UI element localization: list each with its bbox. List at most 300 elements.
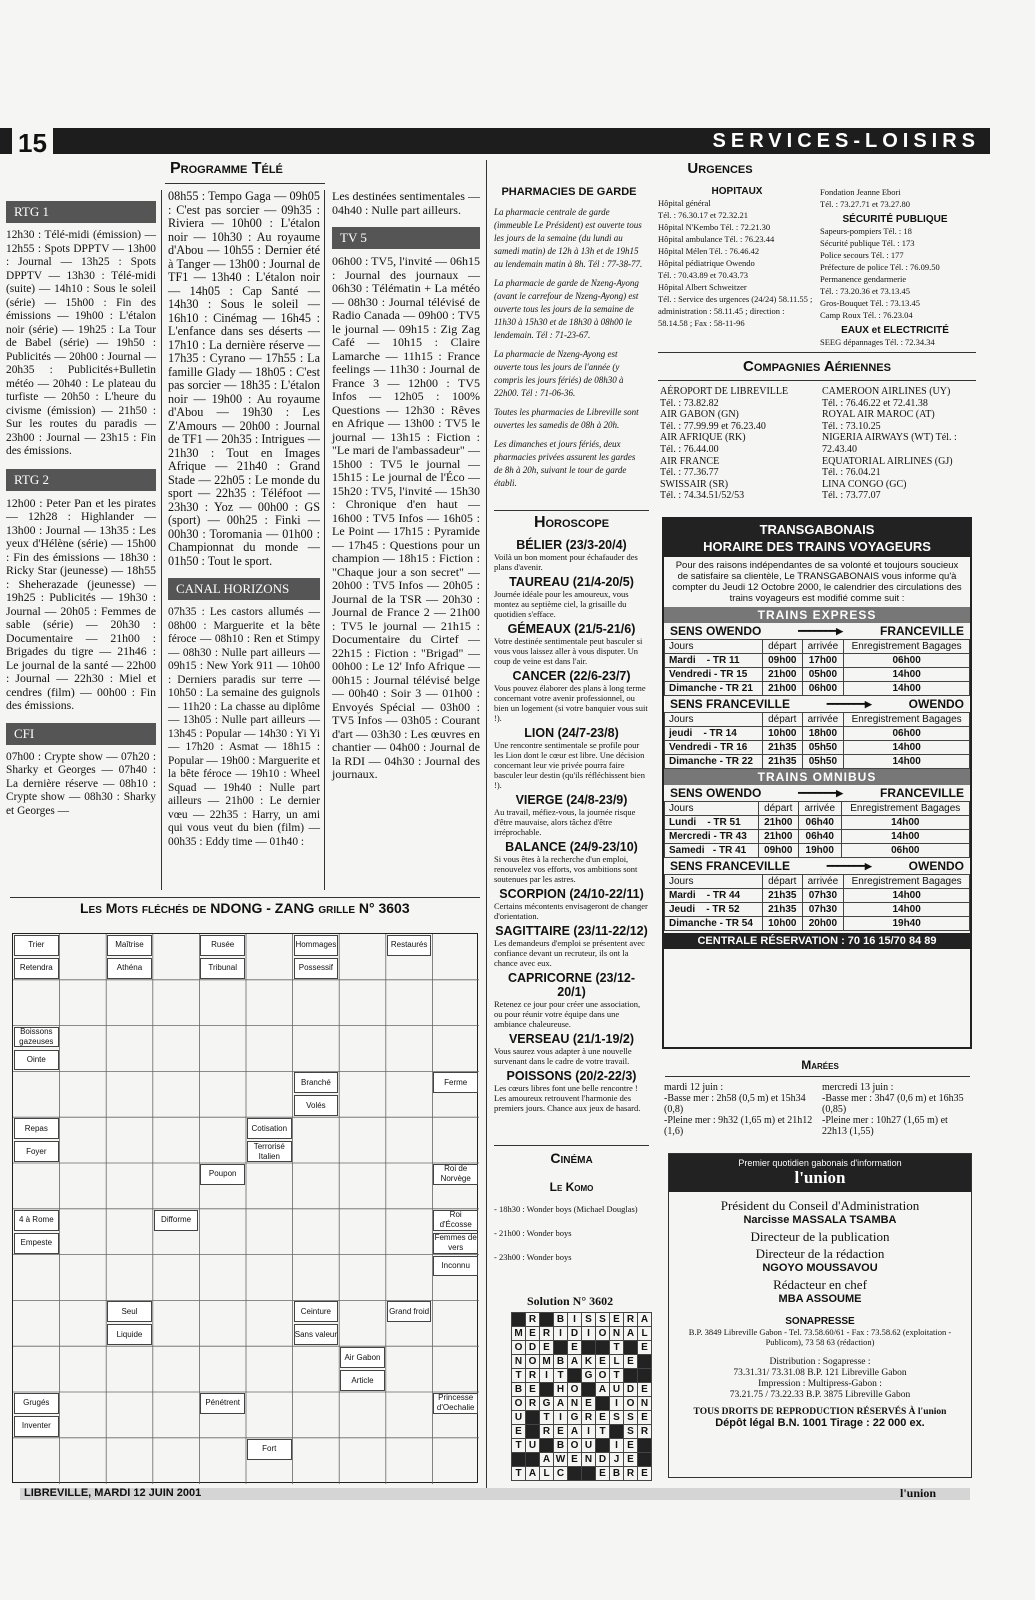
solution-black-cell: [540, 1313, 554, 1327]
solution-letter: D: [568, 1327, 582, 1341]
horoscope-sign: VIERGE (24/8-23/9): [515, 793, 628, 807]
tide-entry: -Basse mer : 3h47 (0,6 m) et 16h35 (0,85): [822, 1093, 964, 1115]
crossword-clue-cell: Ointe: [14, 1050, 59, 1071]
horoscope-text: Retenez ce jour pour créer une association, ou pour réunir votre équipe dans une ambiance chaleureuse.: [494, 999, 641, 1029]
crossword-clue-cell: Hommages: [294, 935, 339, 956]
arrow-right-icon: ━━━━━━━▶: [798, 787, 844, 798]
table-cell: Lundi - TR 51: [665, 816, 759, 830]
table-cell: Vendredi - TR 16: [665, 741, 763, 755]
solution-letter: U: [526, 1439, 540, 1453]
table-row: [665, 741, 970, 755]
crossword-clue-cell: Sans valeur: [294, 1324, 339, 1345]
table-header: Jours: [665, 713, 763, 727]
airline-entry: SWISSAIR (SR): [660, 478, 729, 490]
horoscope-text: Les demandeurs d'emploi se présentent avec confiance devant un recruteur, ils ont la chance avec eux.: [494, 938, 645, 968]
table-cell: 06h00: [802, 682, 844, 696]
solution-letter: R: [582, 1411, 596, 1425]
cinema-title: Cinéma: [550, 1150, 593, 1166]
solution-letter: T: [554, 1369, 568, 1383]
cinema-showing: - 21h00 : Wonder boys: [494, 1228, 572, 1238]
table-row: [665, 844, 970, 858]
solution-letter: H: [554, 1383, 568, 1397]
divider: [494, 1145, 649, 1146]
union-tagline: Premier quotidien gabonais d'information: [738, 1158, 902, 1168]
crossword-clue-cell: Maîtrise: [107, 935, 152, 956]
union-banner: [669, 1154, 971, 1192]
table-cell: 14h00: [841, 830, 969, 844]
fondation-entry: Fondation Jeanne Ebori: [820, 187, 901, 197]
securite-entry: Police secours Tél. : 177: [820, 250, 904, 260]
solution-black-cell: [568, 1467, 582, 1481]
table-cell: 06h00: [841, 844, 969, 858]
crossword-clue-cell: Liquide: [107, 1324, 152, 1345]
table-cell: 07h30: [802, 903, 844, 917]
solution-black-cell: [624, 1369, 638, 1383]
solution-letter: N: [582, 1453, 596, 1467]
horoscope-text: Les cœurs libres font une belle rencontre ! Les amoureux retrouvent l'harmonie des premiers jours. Chance aux jeux de hasard.: [494, 1083, 641, 1113]
train-direction: [664, 858, 970, 874]
solution-letter: D: [624, 1383, 638, 1397]
pharmacy-entry: Toutes les pharmacies de Libreville sont ouvertes les samedis de 08h à 20h.: [494, 407, 639, 430]
horoscope-sign: TAUREAU (21/4-20/5): [509, 575, 634, 589]
solution-letter: T: [512, 1369, 526, 1383]
solution-letter: A: [596, 1383, 610, 1397]
tv5-schedule: 06h00 : TV5, l'invité — 06h15 : Journal des journaux — 06h30 : Télématin + La météo — 08h30 : Journal télévisé de Radio Canada — 09h00 : TV5 le journal — 09h15 : Zig Zag Café — 10h15 : Claire Lamarche — 11h15 : France feelings — 11h30 : Journal de France 3 — 12h00 : TV5 Infos — 12h05 : 100% Questions — 12h30 : Rêves en Afrique — 13h00 : TV5 le journal — 13h15 : Fiction : "Le mari de l'ambassadeur" — 15h00 : TV5 le journal — 15h15 : Le journal de l'Éco — 15h20 : TV5, l'invité — 15h30 : Chronique d'en haut — 16h00 : TV5 Infos — 16h05 : Le Point — 17h15 : Pyramide — 17h45 : Questions pour un champion — 18h15 : Fiction : "Chaque jour a son secret" — 20h00 : TV5 Infos — 20h05 : Journal de la TSR — 20h30 : Journal de France 2 — 21h00 : TV5 le journal — 21h15 : Documentaire du Cirtef — 22h15 : Fiction : "Brigad" — 00h00 : Le 12' Info Afrique — 00h15 : Journal télévisé belge — 00h40 : Soir 3 — 01h00 : Envoyés Spécial — 03h00 : TV5 Infos — 03h05 : Courant d'art — 03h30 : Les œuvres en chantier — 04h00 : Journal de la RDI — 04h30 : Journal des journaux.: [332, 254, 480, 781]
train-section-label: TRAINS EXPRESS: [664, 607, 970, 623]
union-credit: 73.31.31/ 73.31.08 B.P. 121 Libreville Gabon: [733, 1368, 907, 1378]
solution-letter: A: [568, 1355, 582, 1369]
table-cell: Samedi - TR 41: [665, 844, 759, 858]
hopital-entry: Hôpital pédiatrique Owendo: [658, 258, 755, 268]
crossword-clue-cell: 4 à Rome: [14, 1210, 59, 1231]
solution-letter: J: [610, 1453, 624, 1467]
union-credit: NGOYO MOUSSAVOU: [762, 1262, 878, 1274]
airline-entry: Tél. : 73.10.25: [822, 420, 881, 432]
solution-letter: A: [554, 1397, 568, 1411]
divider: [665, 1076, 970, 1077]
arrow-right-icon: ━━━━━━━▶: [826, 860, 872, 871]
horoscope-sign: BALANCE (24/9-23/10): [505, 840, 638, 854]
airline-entry: Tél. : 73.77.07: [822, 490, 881, 502]
horoscope-sign: POISSONS (20/2-22/3): [506, 1069, 637, 1083]
table-cell: 21h00: [763, 682, 802, 696]
column-rule: [324, 190, 325, 890]
solution-letter: T: [540, 1411, 554, 1425]
table-header: Jours: [665, 802, 759, 816]
table-cell: 05h50: [802, 741, 844, 755]
hopital-entry: Hôpital N'Kembo Tél. : 72.21.30: [658, 222, 771, 232]
rtg1-schedule: 12h30 : Télé-midi (émission) — 12h55 : Spots DPPTV — 13h00 : Journal — 13h25 : Spots DPPTV — 13h30 : Télé-midi (suite) — 14h10 : Sous le soleil (série) — 15h00 : Fin des émissions — 19h00 : L'étalon noir (série) — 19h25 : La Tour de Babel (série) — 19h50 : Publicités — 20h00 : Journal — 20h35 : Publicités+Bulletin météo — 20h40 : Le plateau du turfiste — 20h50 : L'heure du civisme (émission) — 21h50 : Sur les routes du paradis — 23h00 : Journal — 23h15 : Fin des émissions.: [6, 229, 156, 457]
solution-letter: A: [624, 1327, 638, 1341]
hopitaux-title: HOPITAUX: [711, 186, 763, 197]
solution-black-cell: [582, 1383, 596, 1397]
solution-letter: E: [596, 1467, 610, 1481]
hopital-entry: Tél. : Service des urgences (24/24) 58.11.55 ; administration : 58.11.45 ; direction : 58.14.58 ; Fax : 58-11-96: [658, 294, 813, 328]
solution-letter: R: [526, 1397, 540, 1411]
airline-entry: Tél. : 77.36.77: [660, 467, 719, 479]
union-credit: SONAPRESSE: [785, 1316, 855, 1327]
crossword-clue-cell: Article: [340, 1370, 385, 1391]
solution-letter: D: [526, 1341, 540, 1355]
solution-letter: I: [540, 1369, 554, 1383]
column-rule: [161, 190, 162, 890]
transgabonais-intro: Pour des raisons indépendantes de sa volonté et toujours soucieux de satisfaire sa clientèle, Le TRANSGABONAIS vous informe qu'à compter du Jeudi 12 Octobre 2000, le calendrier des circulations des trains voyageurs est modifié comme suit :: [672, 560, 962, 604]
horoscope-sign: LION (24/7-23/8): [524, 726, 619, 740]
table-cell: Jeudi - TR 52: [665, 903, 763, 917]
solution-black-cell: [610, 1425, 624, 1439]
marees-title: Marées: [801, 1058, 839, 1072]
table-cell: 20h00: [802, 917, 844, 931]
solution-letter: G: [582, 1369, 596, 1383]
solution-letter: E: [624, 1355, 638, 1369]
train-table: [664, 712, 970, 769]
table-header: Enregistrement Bagages: [844, 875, 970, 889]
table-cell: 18h00: [802, 727, 844, 741]
solution-letter: R: [526, 1313, 540, 1327]
solution-letter: E: [624, 1439, 638, 1453]
solution-letter: E: [554, 1425, 568, 1439]
solution-letter: S: [582, 1313, 596, 1327]
solution-letter: U: [582, 1439, 596, 1453]
table-header: Jours: [665, 640, 763, 654]
horoscope-text: Une rencontre sentimentale se profile pour les Lion dont le cœur est libre. Une décision concernant leur vie privée pourra faire basculer leur destin (qu'ils réfléchissent bien !).: [494, 740, 645, 790]
securite-entry: Tél. : 73.20.36 et 73.13.45: [820, 286, 910, 296]
crossword-clue-cell: Inconnu: [433, 1256, 478, 1277]
table-cell: 17h00: [802, 654, 844, 668]
table-cell: 21h35: [763, 755, 802, 769]
channel-header-rtg2: RTG 2: [6, 469, 156, 491]
rtg2-schedule: 12h00 : Peter Pan et les pirates — 12h28 : Highlander — 13h00 : Journal — 13h35 : Les yeux d'Hélène (série) — 15h00 : Fin des émissions — 18h30 : Ricky Star (jeunesse) — 18h55 : Sheherazade (jeunesse) — 19h25 : Publicités — 19h30 : Journal — 20h05 : Femmes de sable (série) — 20h30 : Documentaire — 21h00 : Brigades du tigre — 21h46 : Le journal de la santé — 22h00 : Journal — 22h30 : Miel et cendres (film) — 00h00 : Fin des émissions.: [6, 495, 156, 712]
tide-entry: -Basse mer : 2h58 (0,5 m) et 15h34 (0,8): [664, 1093, 806, 1115]
table-header: départ: [758, 802, 798, 816]
direction-from: SENS FRANCEVILLE: [670, 859, 791, 873]
crossword-clue-cell: Possessif: [294, 958, 339, 979]
solution-black-cell: [540, 1383, 554, 1397]
solution-letter: O: [596, 1369, 610, 1383]
direction-to: FRANCEVILLE: [879, 624, 964, 638]
solution-letter: A: [526, 1467, 540, 1481]
programme-column-1: [6, 195, 156, 818]
securite-entry: Sécurité publique Tél. : 173: [820, 238, 915, 248]
cinema-venue: Le Komo: [549, 1180, 594, 1194]
table-cell: 14h00: [844, 668, 970, 682]
solution-letter: O: [512, 1397, 526, 1411]
horoscope-sign: BÉLIER (23/3-20/4): [516, 538, 627, 552]
horoscope-section: [494, 514, 649, 1113]
table-cell: Dimanche - TR 21: [665, 682, 763, 696]
solution-row: [512, 1453, 652, 1467]
solution-letter: O: [624, 1397, 638, 1411]
securite-entry: Préfecture de police Tél. : 76.09.50: [820, 262, 940, 272]
crossword-clue-cell: Princesse d'Oechalie: [433, 1393, 478, 1414]
solution-letter: C: [554, 1467, 568, 1481]
hopital-entry: Hôpital Albert Schweitzer: [658, 282, 747, 292]
crossword-clue-cell: Volés: [294, 1095, 339, 1116]
table-header: Enregistrement Bagages: [844, 640, 970, 654]
solution-letter: T: [596, 1425, 610, 1439]
table-cell: 19h40: [844, 917, 970, 931]
hopital-entry: Tél. : 70.43.89 et 70.43.73: [658, 270, 748, 280]
pharmacies-section: [494, 186, 644, 496]
solution-letter: O: [568, 1439, 582, 1453]
direction-from: SENS FRANCEVILLE: [670, 697, 791, 711]
solution-letter: E: [540, 1341, 554, 1355]
crossword-clue-cell: Grugés: [14, 1393, 59, 1414]
solution-letter: G: [568, 1411, 582, 1425]
table-header: Enregistrement Bagages: [841, 802, 969, 816]
solution-letter: T: [512, 1467, 526, 1481]
solution-row: [512, 1439, 652, 1453]
table-cell: 09h00: [758, 844, 798, 858]
solution-letter: R: [624, 1467, 638, 1481]
table-cell: Dimanche - TR 22: [665, 755, 763, 769]
crossword-clue-cell: Rusée: [200, 935, 245, 956]
table-header: départ: [763, 640, 802, 654]
cfi-schedule: 07h00 : Crypte show — 07h20 : Sharky et Georges — 07h40 : La dernière réserve — 08h10 : Crypte show — 08h30 : Sharky et Georges —: [6, 750, 156, 817]
table-header: départ: [763, 875, 802, 889]
solution-letter: E: [568, 1453, 582, 1467]
table-cell: 14h00: [844, 903, 970, 917]
programme-column-2: [168, 190, 320, 849]
solution-letter: N: [610, 1327, 624, 1341]
solution-black-cell: [582, 1467, 596, 1481]
train-table: [664, 874, 970, 931]
solution-letter: S: [596, 1313, 610, 1327]
train-table: [664, 801, 970, 858]
transgabonais-box: [662, 517, 972, 1049]
table-cell: 05h50: [802, 755, 844, 769]
airline-entry: LINA CONGO (GC): [822, 478, 907, 490]
direction-to: FRANCEVILLE: [879, 786, 964, 800]
crossword-clue-cell: Pénétrent: [200, 1393, 245, 1414]
tide-entry: mercredi 13 juin :: [822, 1082, 894, 1093]
crossword-clue-cell: Trier: [14, 935, 59, 956]
securite-section: [820, 186, 970, 348]
solution-black-cell: [554, 1341, 568, 1355]
table-cell: 09h00: [763, 654, 802, 668]
solution-letter: E: [568, 1341, 582, 1355]
solution-letter: B: [554, 1439, 568, 1453]
table-cell: 14h00: [841, 816, 969, 830]
solution-letter: W: [554, 1453, 568, 1467]
solution-letter: B: [554, 1355, 568, 1369]
solution-letter: M: [512, 1327, 526, 1341]
horoscope-sign: SAGITTAIRE (23/11-22/12): [495, 924, 648, 938]
union-credit: Président du Conseil d'Administration: [720, 1198, 920, 1213]
solution-row: [512, 1411, 652, 1425]
transgabonais-header: [664, 519, 970, 557]
table-header: Enregistrement Bagages: [844, 713, 970, 727]
crossword-clue-cell: Repas: [14, 1118, 59, 1139]
table-cell: 14h00: [844, 682, 970, 696]
horoscope-title: Horoscope: [533, 514, 610, 531]
crossword-clue-cell: Poupon: [200, 1164, 245, 1185]
crossword-clue-cell: Restaurés: [387, 935, 432, 956]
table-row: [665, 889, 970, 903]
arrow-right-icon: ━━━━━━━▶: [798, 625, 844, 636]
airline-entry: NIGERIA AIRWAYS (WT) Tél. : 72.43.40: [822, 432, 957, 455]
solution-black-cell: [526, 1453, 540, 1467]
solution-letter: O: [596, 1327, 610, 1341]
solution-letter: N: [568, 1397, 582, 1411]
solution-black-cell: [638, 1355, 652, 1369]
solution-letter: S: [624, 1425, 638, 1439]
airline-entry: AIR GABON (GN): [660, 409, 739, 421]
table-cell: 21h35: [763, 741, 802, 755]
union-credit: Rédacteur en chef: [773, 1277, 867, 1292]
solution-letter: E: [638, 1383, 652, 1397]
compagnies-title: Compagnies Aériennes: [743, 358, 891, 375]
solution-row: [512, 1425, 652, 1439]
page-number: 15: [12, 128, 53, 159]
solution-letter: E: [596, 1355, 610, 1369]
crossword-title: Les Mots fléchés de NDONG - ZANG grille N° 3603: [80, 900, 410, 916]
solution-letter: R: [540, 1425, 554, 1439]
solution-letter: T: [512, 1439, 526, 1453]
table-cell: 06h40: [798, 830, 841, 844]
securite-title: SÉCURITÉ PUBLIQUE: [842, 214, 948, 225]
reservation-line: CENTRALE RÉSERVATION : 70 16 15/70 84 89: [664, 933, 970, 949]
crossword-clue-cell: Roi d'Écosse: [433, 1210, 478, 1231]
solution-letter: A: [568, 1425, 582, 1439]
solution-black-cell: [596, 1341, 610, 1355]
crossword-clue-cell: Athéna: [107, 958, 152, 979]
solution-letter: E: [610, 1313, 624, 1327]
solution-row: [512, 1383, 652, 1397]
solution-letter: O: [568, 1383, 582, 1397]
solution-letter: I: [568, 1313, 582, 1327]
solution-row: [512, 1397, 652, 1411]
solution-black-cell: [638, 1369, 652, 1383]
table-cell: jeudi - TR 14: [665, 727, 763, 741]
crossword-clue-cell: Empeste: [14, 1233, 59, 1254]
train-direction: [664, 696, 970, 712]
crossword-gridlines: [13, 934, 479, 1484]
divider: [494, 510, 649, 511]
horoscope-text: Certains mécontents envisageront de changer d'orientation.: [494, 901, 648, 921]
solution-letter: I: [554, 1411, 568, 1425]
hopitaux-section: [658, 186, 816, 329]
securite-entry: Camp Roux Tél. : 76.23.04: [820, 310, 913, 320]
solution-letter: U: [610, 1383, 624, 1397]
union-credit: TOUS DROITS DE REPRODUCTION RÉSERVÉS À l'union: [693, 1407, 947, 1417]
crossword-clue-cell: Foyer: [14, 1141, 59, 1162]
solution-black-cell: [512, 1313, 526, 1327]
solution-letter: N: [638, 1397, 652, 1411]
france2-schedule: 08h55 : Tempo Gaga — 09h05 : C'est pas sorcier — 09h35 : Riviera — 10h00 : L'étalon noir — 10h30 : Au royaume d'Abou — 10h55 : Dernier été à Tanger — 13h00 : Journal de TF1 — 13h40 : L'étalon noir — 14h05 : Cap Santé — 14h30 : Sous le soleil — 16h10 : Cinémag — 16h45 : L'enfance dans ses déserts — 17h10 : La dernière réserve — 17h35 : Cyrano — 17h55 : La famille Glady — 18h05 : C'est pas sorcier — 18h35 : L'étalon noir — 19h00 : Au royaume d'Abou — 19h30 : Les Z'Amours — 20h00 : Journal de TF1 — 20h35 : Intrigues — 21h30 : Tout en Images Afrique — 21h40 : Grand Stade — 22h05 : Le monde du sport — 22h35 : Téléfoot — 23h30 : Yoz — 00h00 : GS (sport) — 00h25 : Finki — 00h30 : Toromania — 01h00 : Championnat du monde — 01h50 : Tout le sport.: [168, 189, 320, 568]
union-credit: Dépôt légal B.N. 1001 Tirage : 22 000 ex.: [715, 1417, 925, 1429]
cinema-section: [494, 1150, 649, 1276]
solution-row: [512, 1355, 652, 1369]
solution-black-cell: [638, 1453, 652, 1467]
solution-letter: S: [624, 1411, 638, 1425]
solution-letter: N: [512, 1355, 526, 1369]
pharmacy-entry: La pharmacie de Nzeng-Ayong est ouverte tous les jours de l'année (y compris les jours fériés) de 08h30 à 22h00. Tél : 71-06-36.: [494, 349, 624, 398]
solution-letter: G: [540, 1397, 554, 1411]
solution-black-cell: [624, 1341, 638, 1355]
horoscope-text: Voilà un bon moment pour échafauder des plans d'avenir.: [494, 552, 638, 572]
solution-black-cell: [596, 1439, 610, 1453]
crossword-clue-cell: Boissons gazeuses: [14, 1027, 59, 1048]
train-table: [664, 639, 970, 696]
securite-entry: Sapeurs-pompiers Tél. : 18: [820, 226, 912, 236]
divider: [165, 183, 325, 184]
table-cell: 06h40: [798, 816, 841, 830]
union-credit: Directeur de la rédaction: [755, 1246, 885, 1261]
pharmacy-entry: La pharmacie centrale de garde (immeuble Le Président) est ouverte tous les jours de la semaine (du lundi au samedi matin) de 12h à 13h et de 19h15 au lendemain matin à 8h. Tél : 77-38-77.: [494, 207, 643, 269]
pharmacy-entry: Les dimanches et jours fériés, deux pharmacies privées assurent les gardes de 8h à 20h, suivant le tour de garde établi.: [494, 439, 636, 488]
urgences-title: Urgences: [687, 160, 753, 177]
table-cell: 14h00: [844, 755, 970, 769]
crossword-clue-cell: Retendra: [14, 958, 59, 979]
table-row: [665, 917, 970, 931]
train-direction: [664, 785, 970, 801]
crossword-clue-cell: Terrorisé Italien: [247, 1141, 292, 1162]
divider: [658, 380, 976, 381]
airline-entry: Tél. : 76.46.22 et 72.41.38: [822, 397, 928, 409]
canal-schedule: 07h35 : Les castors allumés — 08h00 : Marguerite et la bête féroce — 08h10 : Ren et Stimpy — 08h30 : Nulle part ailleurs — 09h15 : New York 911 — 10h00 : Derniers paradis sur terre — 10h50 : La semaine des guignols — 11h20 : La chasse au diplôme — 13h05 : Nulle part ailleurs — 13h45 : Popular — 14h30 : Yi Yi — 17h20 : Asmat — 18h15 : Popular — 19h00 : Marguerite et la bête féroce — 19h10 : Wheel Squad — 19h40 : Nulle part ailleurs — 21h00 : Le dernier vœu — 22h35 : Harry, un ami qui vous veut du bien (film) — 00h35 : Eddy time — 01h40 :: [168, 606, 320, 848]
tide-entry: -Pleine mer : 9h32 (1,65 m) et 21h12 (1,6): [664, 1115, 813, 1137]
solution-letter: I: [582, 1327, 596, 1341]
solution-row: [512, 1327, 652, 1341]
train-section-label: TRAINS OMNIBUS: [664, 769, 970, 785]
airline-entry: AIR FRANCE: [660, 455, 720, 467]
table-header: arrivée: [802, 875, 844, 889]
solution-letter: B: [554, 1313, 568, 1327]
eaux-title: EAUX et ELECTRICITÉ: [841, 325, 949, 336]
col3-intro: Les destinées sentimentales — 04h40 : Nulle part ailleurs.: [332, 189, 480, 217]
solution-title: Solution N° 3602: [527, 1294, 614, 1308]
solution-letter: T: [610, 1341, 624, 1355]
solution-letter: L: [540, 1467, 554, 1481]
table-cell: 19h00: [798, 844, 841, 858]
solution-letter: R: [624, 1313, 638, 1327]
footer-dateline: LIBREVILLE, MARDI 12 JUIN 2001: [24, 1487, 202, 1499]
table-cell: Mardi - TR 44: [665, 889, 763, 903]
solution-black-cell: [568, 1369, 582, 1383]
horoscope-text: Au travail, méfiez-vous, la journée risque d'être mauvaise, alors tâchez d'être irréprochable.: [494, 807, 636, 837]
solution-black-cell: [540, 1439, 554, 1453]
table-row: [665, 682, 970, 696]
table-cell: Mardi - TR 11: [665, 654, 763, 668]
airline-entry: Tél. : 76.44.00: [660, 443, 719, 455]
table-header: départ: [763, 713, 802, 727]
cinema-showing: - 18h30 : Wonder boys (Michael Douglas): [494, 1204, 638, 1214]
solution-letter: E: [596, 1411, 610, 1425]
solution-letter: O: [512, 1341, 526, 1355]
transgabonais-subtitle: HORAIRE DES TRAINS VOYAGEURS: [703, 539, 931, 554]
table-row: [665, 903, 970, 917]
union-logo: l'union: [794, 1168, 846, 1187]
crossword-clue-cell: Roi de Norvège: [433, 1164, 478, 1185]
securite-entry: Permanence gendarmerie: [820, 274, 907, 284]
solution-row: [512, 1313, 652, 1327]
airline-entry: ROYAL AIR MAROC (AT): [822, 409, 935, 421]
horoscope-sign: CAPRICORNE (23/12-20/1): [507, 971, 636, 999]
table-cell: 21h35: [763, 903, 802, 917]
table-cell: Dimanche - TR 54: [665, 917, 763, 931]
programme-column-3: [332, 190, 480, 782]
solution-black-cell: [596, 1397, 610, 1411]
solution-letter: E: [638, 1467, 652, 1481]
solution-letter: E: [526, 1327, 540, 1341]
programme-title: Programme Télé: [170, 160, 283, 177]
solution-letter: S: [610, 1411, 624, 1425]
table-cell: 21h00: [758, 816, 798, 830]
horoscope-sign: GÉMEAUX (21/5-21/6): [507, 622, 636, 636]
union-credit: MBA ASSOUME: [778, 1293, 862, 1305]
crossword-clue-cell: Ferme: [433, 1072, 478, 1093]
